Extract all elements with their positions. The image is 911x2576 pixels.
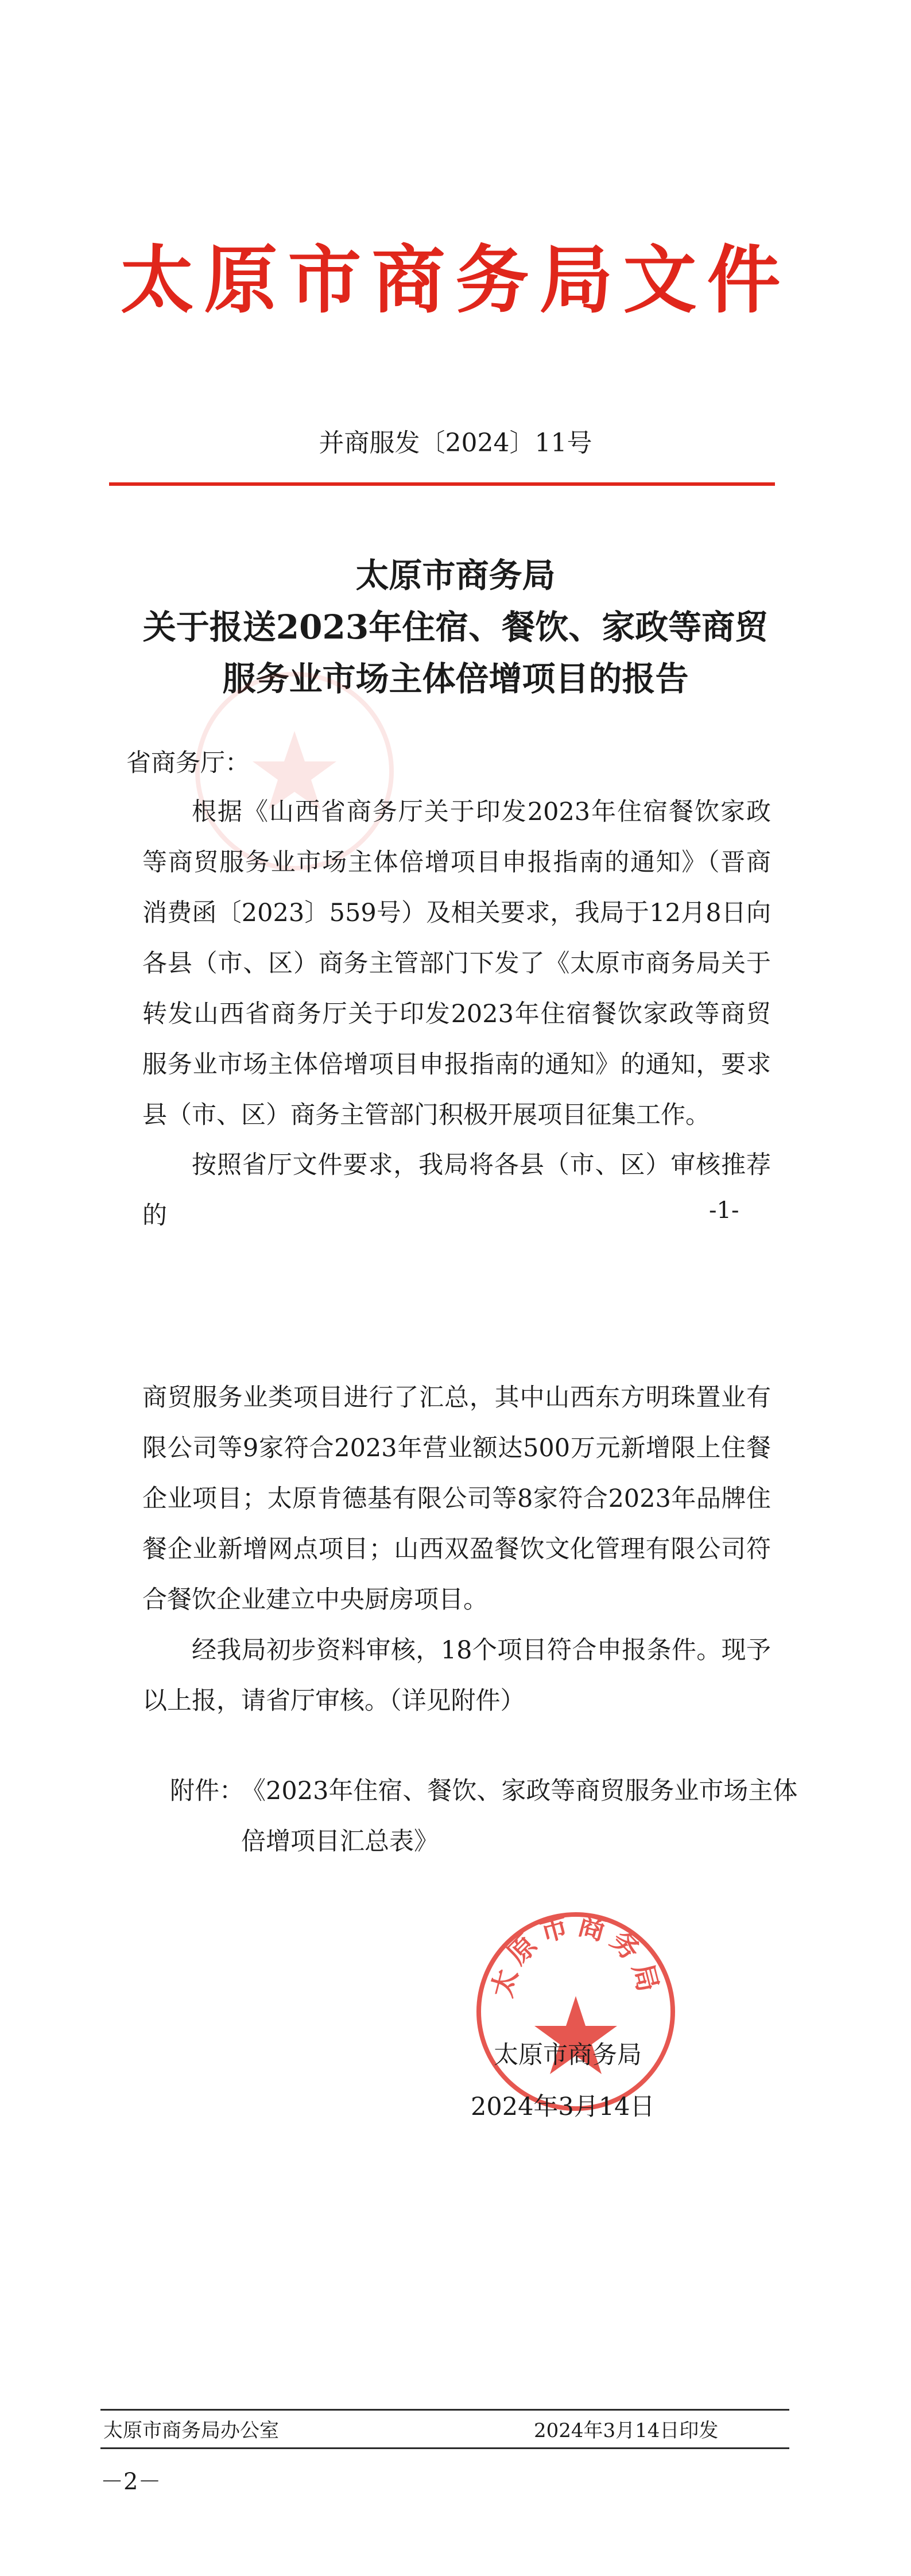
report-title-line-2: 关于报送2023年住宿、餐饮、家政等商贸 [142, 608, 769, 647]
attachment-line-2: 倍增项目汇总表》 [241, 1827, 439, 1856]
page-2-number: －2－ [100, 2469, 161, 2495]
footer-bottom-rule [100, 2447, 789, 2449]
report-title-line-3: 服务业市场主体倍增项目的报告 [222, 659, 689, 698]
signing-date: 2024年3月14日 [471, 2092, 655, 2121]
attachment-label: 附件： [170, 1777, 244, 1805]
paragraph-basis: 根据《山西省商务厅关于印发2023年住宿餐饮家政等商贸服务业市场主体倍增项目申报指南的通知》（晋商消费函〔2023〕559号）及相关要求，我局于12月8日向各县（市、区）商务主管部门下发了《太原市商务局关于转发山西省商务厅关于印发2023年住宿餐饮家政等商贸服务业市场主体倍增项目申报指南的通知》的通知，要求县（市、区）商务主管部门积极开展项目征集工作。 [142, 798, 771, 1130]
report-title-line-1: 太原市商务局 [355, 556, 556, 595]
header-red-rule [109, 482, 775, 486]
footer-top-rule [100, 2409, 789, 2411]
document-number: 并商服发〔2024〕11号 [319, 428, 592, 458]
svg-text:太原市商务局 [486, 1917, 666, 2001]
page-1-number: -1- [709, 1197, 739, 1224]
attachment-line-1: 《2023年住宿、餐饮、家政等商贸服务业市场主体 [241, 1777, 798, 1805]
paragraph-summary: 商贸服务业类项目进行了汇总，其中山西东方明珠置业有限公司等9家符合2023年营业额达500万元新增限上住餐企业项目；太原肯德基有限公司等8家符合2023年品牌住餐企业新增网点项目；山西双盈餐饮文化管理有限公司符合餐饮企业建立中央厨房项目。 [142, 1383, 771, 1614]
salutation: 省商务厅： [126, 749, 250, 778]
paragraph-review: 经我局初步资料审核，18个项目符合申报条件。现予以上报，请省厅审核。（详见附件） [142, 1636, 771, 1715]
signature: 太原市商务局 [494, 2041, 642, 2070]
paragraph-submission-start: 按照省厅文件要求，我局将各县（市、区）审核推荐的 [142, 1151, 771, 1230]
seal-text: 太原市商务局 [486, 1917, 666, 2001]
footer-issuer: 太原市商务局办公室 [103, 2419, 279, 2442]
footer-print-date: 2024年3月14日印发 [534, 2419, 719, 2442]
document-header-title: 太原市商务局文件 [120, 237, 791, 323]
